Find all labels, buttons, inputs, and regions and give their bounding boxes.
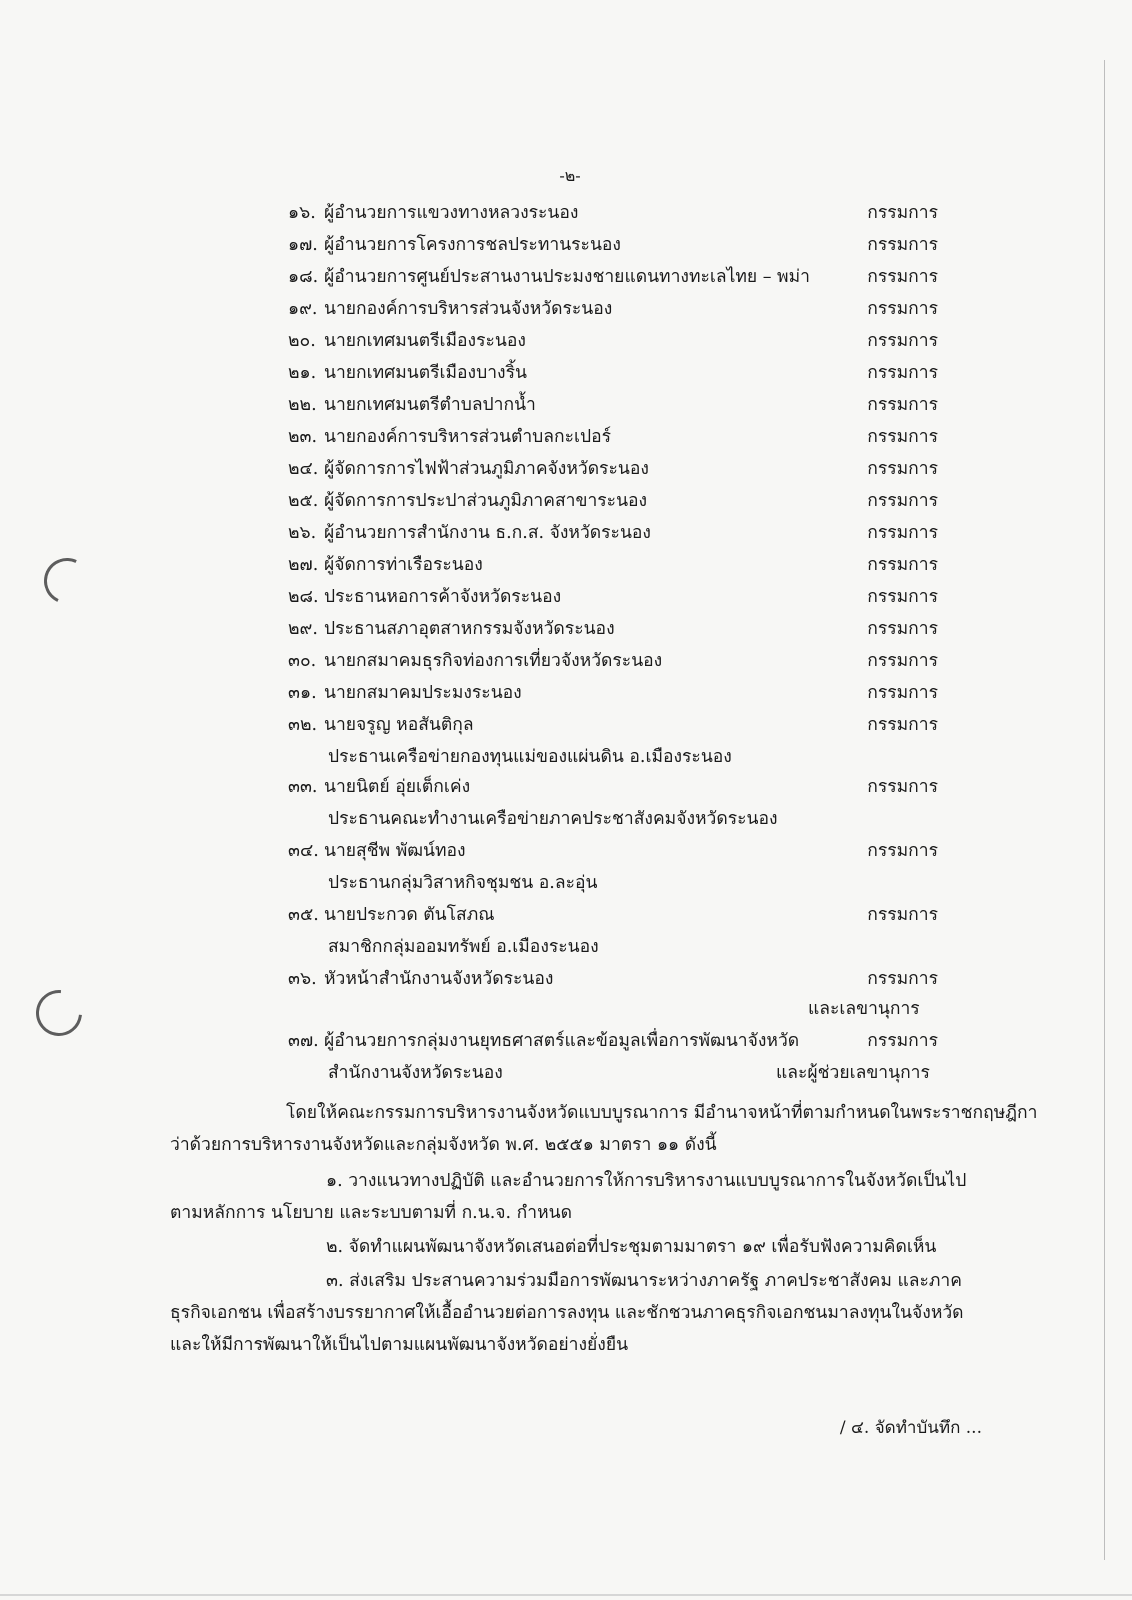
member-role: กรรมการ [867, 523, 938, 543]
member-name: นายกองค์การบริหารส่วนจังหวัดระนอง [324, 299, 613, 319]
body-item-3-line1: ๓. ส่งเสริม ประสานความร่วมมือการพัฒนาระหว่างภาครัฐ ภาคประชาสังคม และภาค [326, 1271, 962, 1291]
member-row [288, 1026, 938, 1056]
member-number: ๑๙. [288, 299, 318, 319]
member-number: ๓๐. [288, 651, 317, 671]
member-role: กรรมการ [867, 683, 938, 703]
member-row [288, 422, 938, 452]
member-role: กรรมการ [867, 651, 938, 671]
member-role: กรรมการ [867, 491, 938, 511]
member-row [288, 358, 938, 388]
body-item-3-line3: และให้มีการพัฒนาให้เป็นไปตามแผนพัฒนาจังหวัดอย่างยั่งยืน [170, 1335, 629, 1355]
body-item-3-line2: ธุรกิจเอกชน เพื่อสร้างบรรยากาศให้เอื้ออำนวยต่อการลงทุน และชักชวนภาคธุรกิจเอกชนมาลงทุนในจังหวัด [170, 1303, 964, 1323]
member-name: นายจรูญ หอสันติกุล [324, 715, 474, 735]
member-row [288, 326, 938, 356]
member-role: กรรมการ [867, 363, 938, 383]
punch-hole-mark [27, 981, 92, 1046]
member-name: นายกองค์การบริหารส่วนตำบลกะเปอร์ [324, 427, 611, 447]
member-role: กรรมการ [867, 203, 938, 223]
member-role: กรรมการ [867, 299, 938, 319]
member-role: กรรมการ [867, 459, 938, 479]
member-row [288, 198, 938, 228]
member-number: ๓๔. [288, 841, 319, 861]
member-role: กรรมการ [867, 555, 938, 575]
member-role: กรรมการ [867, 427, 938, 447]
member-role: กรรมการ [867, 1031, 938, 1051]
member-subtitle: สำนักงานจังหวัดระนอง [328, 1063, 503, 1083]
page-number: -๒- [559, 166, 581, 185]
member-row [288, 294, 938, 324]
member-name: ผู้อำนวยการสำนักงาน ธ.ก.ส. จังหวัดระนอง [324, 523, 651, 543]
member-row [288, 678, 938, 708]
member-role: กรรมการ [867, 587, 938, 607]
continuation-footer: / ๔. จัดทำบันทึก ... [839, 1418, 982, 1438]
member-role-secondary: และเลขานุการ [808, 999, 920, 1019]
member-row [288, 262, 938, 292]
member-row [288, 582, 938, 612]
member-name: นายสุชีพ พัฒน์ทอง [324, 841, 466, 861]
member-number: ๒๔. [288, 459, 319, 479]
member-row [288, 486, 938, 516]
member-number: ๒๗. [288, 555, 319, 575]
member-number: ๓๕. [288, 905, 319, 925]
member-role: กรรมการ [867, 619, 938, 639]
page-edge-bottom [0, 1594, 1132, 1596]
member-name: หัวหน้าสำนักงานจังหวัดระนอง [324, 969, 554, 989]
member-role: กรรมการ [867, 905, 938, 925]
member-role: กรรมการ [867, 235, 938, 255]
member-number: ๑๖. [288, 203, 316, 223]
member-role: กรรมการ [867, 777, 938, 797]
member-subtitle: ประธานคณะทำงานเครือข่ายภาคประชาสังคมจังหวัดระนอง [328, 809, 778, 829]
member-name: ผู้อำนวยการแขวงทางหลวงระนอง [324, 203, 579, 223]
member-number: ๒๑. [288, 363, 317, 383]
member-name: นายนิตย์ อุ่ยเต็กเค่ง [324, 777, 471, 797]
member-row [288, 836, 938, 866]
member-row [288, 614, 938, 644]
member-name: ผู้อำนวยการกลุ่มงานยุทธศาสตร์และข้อมูลเพื่อการพัฒนาจังหวัด [324, 1031, 800, 1051]
body-paragraph-intro-line1: โดยให้คณะกรรมการบริหารงานจังหวัดแบบบูรณาการ มีอำนาจหน้าที่ตามกำหนดในพระราชกฤษฎีกา [286, 1103, 1038, 1123]
member-row [288, 550, 938, 580]
member-name: นายกสมาคมธุรกิจท่องการเที่ยวจังหวัดระนอง [324, 651, 663, 671]
member-name: ประธานหอการค้าจังหวัดระนอง [324, 587, 562, 607]
member-number: ๒๒. [288, 395, 317, 415]
punch-hole-mark [38, 552, 97, 611]
body-item-2-line1: ๒. จัดทำแผนพัฒนาจังหวัดเสนอต่อที่ประชุมตามมาตรา ๑๙ เพื่อรับฟังความคิดเห็น [326, 1237, 937, 1257]
member-subtitle: ประธานเครือข่ายกองทุนแม่ของแผ่นดิน อ.เมืองระนอง [328, 747, 732, 767]
member-subtitle: สมาชิกกลุ่มออมทรัพย์ อ.เมืองระนอง [328, 937, 599, 957]
member-name: นายกเทศมนตรีตำบลปากน้ำ [324, 395, 536, 415]
member-role: กรรมการ [867, 841, 938, 861]
member-name: นายประกวด ตันโสภณ [324, 905, 495, 925]
member-role: กรรมการ [867, 969, 938, 989]
member-row [288, 230, 938, 260]
member-number: ๓๒. [288, 715, 318, 735]
member-role-secondary: และผู้ช่วยเลขานุการ [776, 1063, 930, 1083]
body-item-1-line2: ตามหลักการ นโยบาย และระบบตามที่ ก.น.จ. กำหนด [170, 1203, 572, 1223]
member-number: ๓๓. [288, 777, 318, 797]
member-role: กรรมการ [867, 395, 938, 415]
member-number: ๒๖. [288, 523, 317, 543]
member-number: ๓๑. [288, 683, 317, 703]
member-row [288, 900, 938, 930]
member-name: ผู้จัดการการประปาส่วนภูมิภาคสาขาระนอง [324, 491, 648, 511]
member-number: ๒๓. [288, 427, 318, 447]
member-row [288, 964, 938, 994]
member-row [288, 710, 938, 740]
member-number: ๒๐. [288, 331, 316, 351]
member-role: กรรมการ [867, 715, 938, 735]
member-role: กรรมการ [867, 331, 938, 351]
member-row [288, 390, 938, 420]
member-name: นายกสมาคมประมงระนอง [324, 683, 522, 703]
member-name: ผู้อำนวยการโครงการชลประทานระนอง [324, 235, 621, 255]
member-subtitle: ประธานกลุ่มวิสาหกิจชุมชน อ.ละอุ่น [328, 873, 598, 893]
member-name: ผู้จัดการท่าเรือระนอง [324, 555, 483, 575]
member-row [288, 772, 938, 802]
member-name: นายกเทศมนตรีเมืองระนอง [324, 331, 526, 351]
member-number: ๑๗. [288, 235, 318, 255]
member-number: ๓๗. [288, 1031, 319, 1051]
member-number: ๒๘. [288, 587, 319, 607]
page-edge-right [1104, 60, 1105, 1560]
member-row [288, 518, 938, 548]
body-item-1-line1: ๑. วางแนวทางปฏิบัติ และอำนวยการให้การบริหารงานแบบบูรณาการในจังหวัดเป็นไป [326, 1171, 967, 1191]
member-number: ๒๙. [288, 619, 318, 639]
member-number: ๓๖. [288, 969, 317, 989]
member-row [288, 454, 938, 484]
member-name: ประธานสภาอุตสาหกรรมจังหวัดระนอง [324, 619, 615, 639]
member-role: กรรมการ [867, 267, 938, 287]
member-name: นายกเทศมนตรีเมืองบางริ้น [324, 363, 527, 383]
member-number: ๒๕. [288, 491, 319, 511]
member-name: ผู้อำนวยการศูนย์ประสานงานประมงชายแดนทางทะเลไทย – พม่า [324, 267, 810, 287]
member-number: ๑๘. [288, 267, 319, 287]
member-row [288, 646, 938, 676]
member-name: ผู้จัดการการไฟฟ้าส่วนภูมิภาคจังหวัดระนอง [324, 459, 649, 479]
body-paragraph-intro-line2: ว่าด้วยการบริหารงานจังหวัดและกลุ่มจังหวัด พ.ศ. ๒๕๕๑ มาตรา ๑๑ ดังนี้ [170, 1135, 717, 1155]
